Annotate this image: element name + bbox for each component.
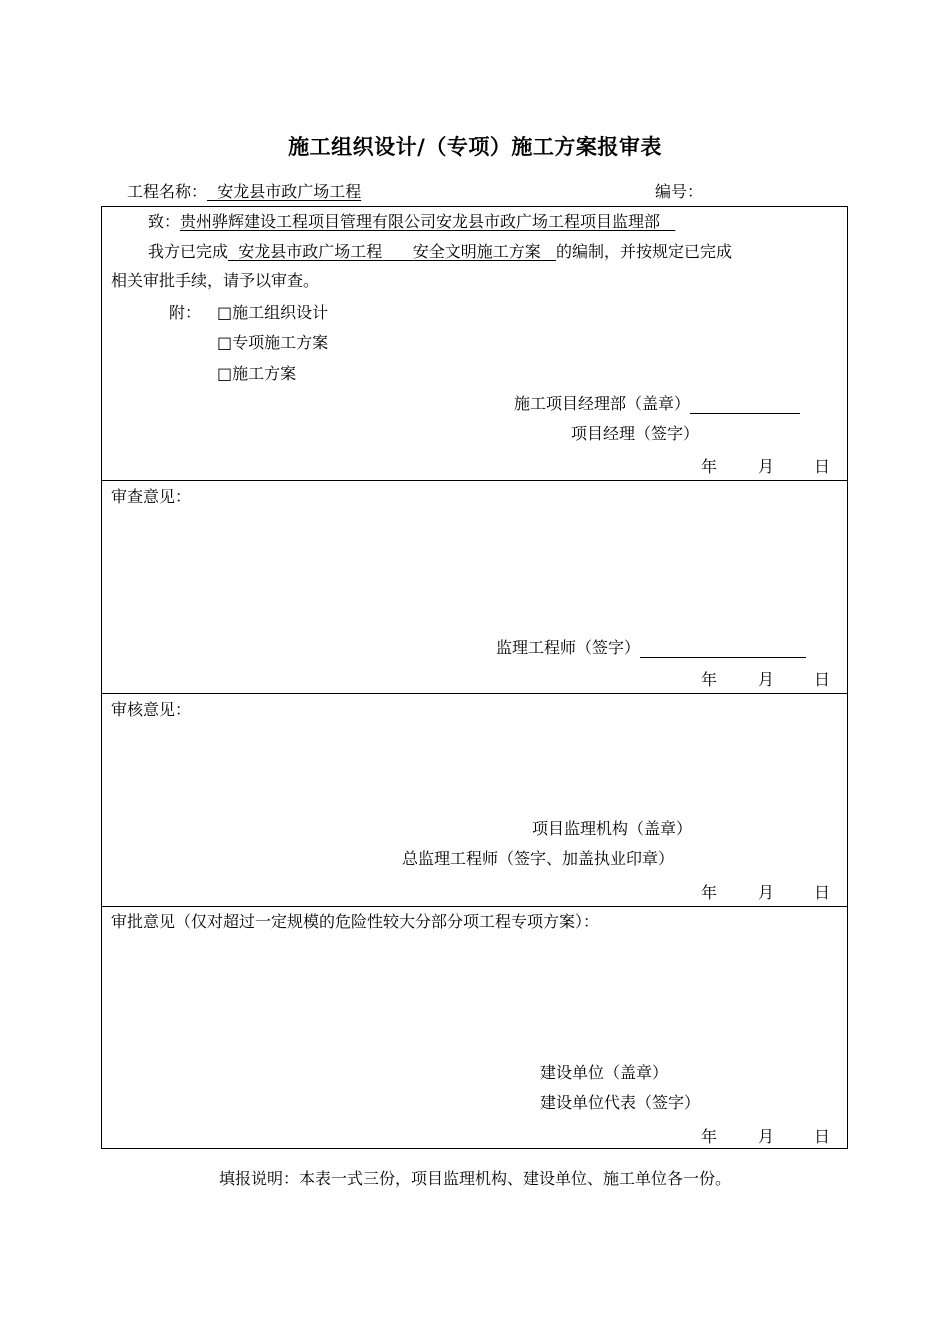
project-name-value[interactable]: 安龙县市政广场工程 bbox=[217, 182, 362, 201]
date-year: 年 bbox=[701, 457, 718, 476]
recipient-row bbox=[148, 212, 675, 232]
project-manager-label: 项目经理（签字） bbox=[571, 424, 700, 443]
project-name-row bbox=[127, 179, 361, 202]
construction-dept-seal-row bbox=[514, 394, 800, 414]
date-day: 日 bbox=[814, 457, 831, 476]
project-name-label: 工程名称： bbox=[127, 182, 208, 201]
statement-prefix: 我方已完成 bbox=[148, 242, 229, 261]
date-day: 日 bbox=[814, 1127, 831, 1146]
page-title: 施工组织设计/（专项）施工方案报审表 bbox=[288, 134, 662, 159]
date-month: 月 bbox=[758, 883, 775, 902]
attachment-option[interactable]: □专项施工方案 bbox=[217, 333, 329, 352]
date-month: 月 bbox=[758, 670, 775, 689]
owner-rep-label: 建设单位代表（签字） bbox=[540, 1093, 701, 1112]
supervision-org-seal-label: 项目监理机构（盖章） bbox=[532, 819, 693, 838]
date-year: 年 bbox=[701, 1127, 718, 1146]
date-day: 日 bbox=[814, 883, 831, 902]
table-divider bbox=[101, 480, 848, 481]
approval-opinion-heading: 审批意见（仅对超过一定规模的危险性较大分部分项工程专项方案）： bbox=[111, 912, 600, 931]
attachment-option[interactable]: □施工组织设计 bbox=[217, 303, 329, 322]
statement-suffix: 的编制，并按规定已完成 bbox=[556, 242, 733, 261]
review-opinion-heading: 审查意见： bbox=[111, 487, 192, 506]
audit-opinion-heading: 审核意见： bbox=[111, 700, 192, 719]
date-month: 月 bbox=[758, 1127, 775, 1146]
statement-row bbox=[148, 242, 732, 262]
recipient-value[interactable]: 贵州骅辉建设工程项目管理有限公司安龙县市政广场工程项目监理部 bbox=[180, 212, 661, 231]
supervisor-signature-line[interactable] bbox=[640, 643, 806, 658]
supervisor-signature-row bbox=[496, 638, 806, 658]
construction-dept-signature-line[interactable] bbox=[690, 399, 800, 414]
form-number-label: 编号： bbox=[655, 182, 704, 201]
table-divider bbox=[101, 693, 848, 694]
supervisor-label: 监理工程师（签字） bbox=[496, 638, 641, 657]
form-table bbox=[101, 206, 848, 1149]
chief-supervisor-label: 总监理工程师（签字、加盖执业印章） bbox=[402, 849, 675, 868]
filling-instructions: 填报说明：本表一式三份，项目监理机构、建设单位、施工单位各一份。 bbox=[218, 1169, 731, 1188]
date-year: 年 bbox=[701, 670, 718, 689]
date-day: 日 bbox=[814, 670, 831, 689]
date-year: 年 bbox=[701, 883, 718, 902]
construction-dept-label: 施工项目经理部（盖章） bbox=[514, 394, 691, 413]
attachment-option[interactable]: □施工方案 bbox=[217, 364, 297, 383]
statement-project[interactable]: 安龙县市政广场工程 安全文明施工方案 bbox=[238, 242, 541, 261]
table-divider bbox=[101, 906, 848, 907]
recipient-prefix: 致： bbox=[148, 212, 181, 231]
owner-unit-seal-label: 建设单位（盖章） bbox=[540, 1063, 669, 1082]
statement-line-2: 相关审批手续，请予以审查。 bbox=[111, 271, 320, 290]
attachment-label: 附： bbox=[169, 303, 202, 322]
date-month: 月 bbox=[758, 457, 775, 476]
